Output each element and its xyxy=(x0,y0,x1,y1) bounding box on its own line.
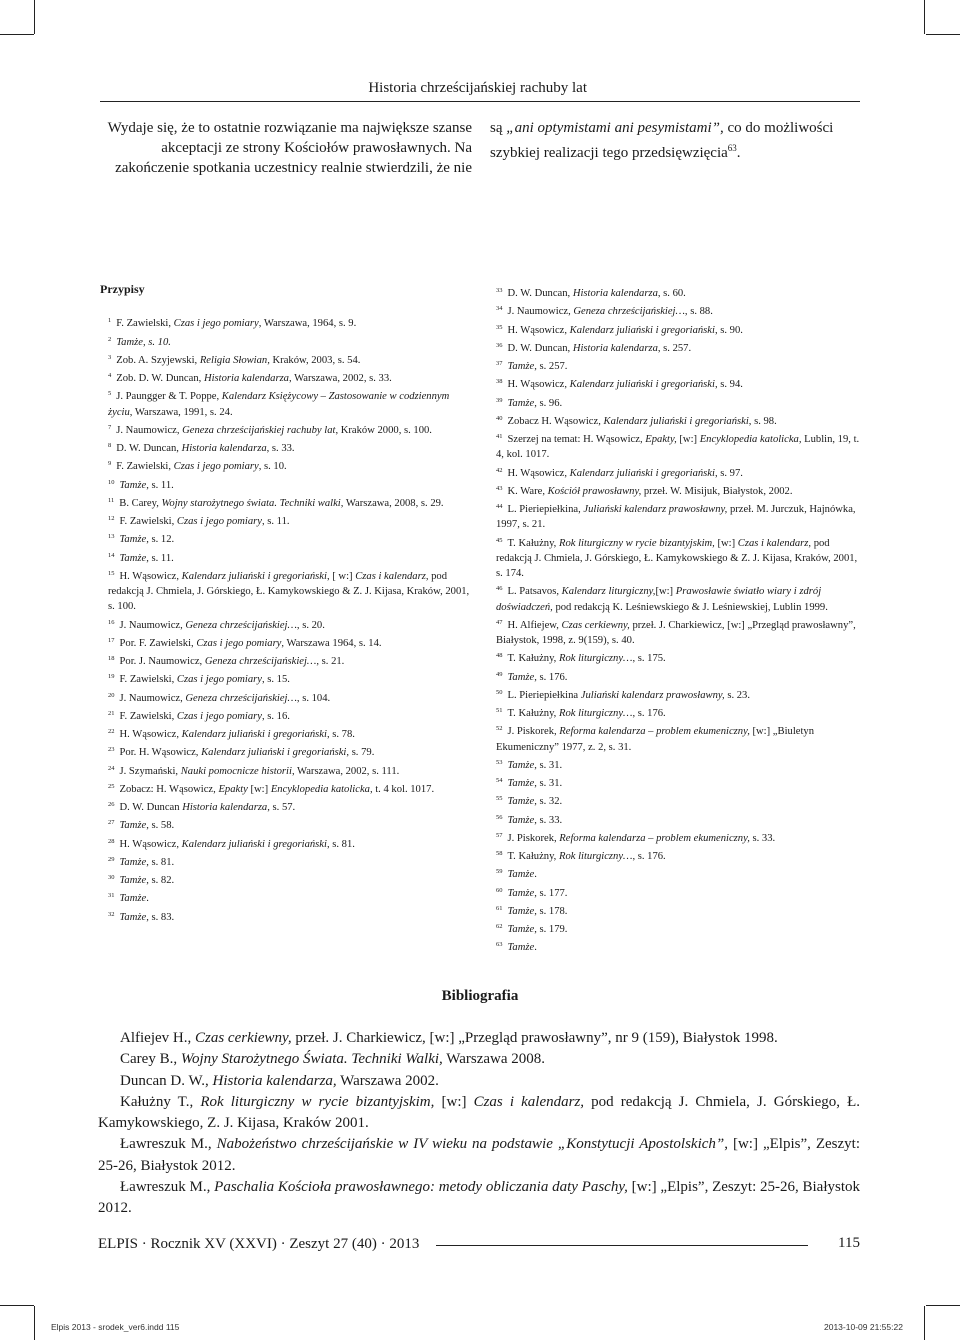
footnote-item xyxy=(100,566,472,615)
footnote-number: 60 xyxy=(496,886,503,894)
footnote-text: F. Zawielski, Czas i jego pomiary, s. 16. xyxy=(119,710,290,722)
bibliography-entry: Kałużny T., Rok liturgiczny w rycie bizantyjskim, [w:] Czas i kalendarz, pod redakcją J. Chmiela, J. Górskiego, Ł. Kamykowskiego, Z. J. Kijasa, Kraków 2001. xyxy=(98,1093,860,1132)
footnote-number: 48 xyxy=(496,652,503,660)
footnote-item xyxy=(488,828,860,846)
print-slug-file: Elpis 2013 - srodek_ver6.indd 115 xyxy=(51,1322,180,1332)
footnote-item xyxy=(488,411,860,429)
footnote-number: 51 xyxy=(496,707,503,714)
footnote-item xyxy=(100,888,472,906)
footnote-item xyxy=(100,779,472,797)
footnote-text: Tamże, s. 82. xyxy=(119,875,175,886)
footnote-text: L. Pieriepiełkina Juliański kalendarz prawosławny, s. 23. xyxy=(507,689,750,701)
footnote-number: 24 xyxy=(108,764,115,772)
footnote-number: 39 xyxy=(496,396,503,404)
footnote-number: 19 xyxy=(108,673,115,681)
footnote-item xyxy=(100,368,472,386)
footnote-text: H. Wąsowicz, Kalendarz juliański i gregoriański, s. 78. xyxy=(119,729,355,740)
footnote-item xyxy=(100,420,472,438)
footnote-item xyxy=(100,742,472,760)
footnote-item xyxy=(100,332,472,350)
footnote-text: F. Zawielski, Czas i jego pomiary, Warszawa, 1964, s. 9. xyxy=(116,318,357,330)
footnote-item xyxy=(488,703,860,721)
footnote-text: Tamże, s. 33. xyxy=(507,814,563,826)
footnotes-heading: Przypisy xyxy=(100,282,145,296)
footnote-text: Tamże, s. 31. xyxy=(507,778,563,789)
footnote-number: 4 xyxy=(108,372,112,379)
footnote-text: F. Zawielski, Czas i jego pomiary, s. 15. xyxy=(119,674,290,686)
footnote-text: T. Kałużny, Rok liturgiczny w rycie bizantyjskim, [w:] Czas i kalendarz, pod redakcją J. Chmiela, J. Górskiego, Ł. Kamykowskiego & Z. J. Kijasa, Kraków, 2001, s. 174. xyxy=(496,537,858,579)
bibliography-entry: Alfiejev H., Czas cerkiewny, przeł. J. Charkiewicz, [w:] „Przegląd prawosławny”, nr 9 (159), Białystok 1998. xyxy=(120,1030,778,1046)
footnote-text: J. Naumowicz, Geneza chrześcijańskiej…, s. 20. xyxy=(119,619,325,631)
footnote-text: Tamże. xyxy=(119,893,149,905)
footnote-text: Tamże, s. 178. xyxy=(507,905,568,917)
crop-mark-right-bottom xyxy=(926,1305,960,1306)
footnote-item xyxy=(100,511,472,529)
footnote-text: Tamże, s. 179. xyxy=(507,924,568,935)
bibliography-entry: Carey B., Wojny Starożytnego Świata. Techniki Walki, Warszawa 2008. xyxy=(120,1051,545,1068)
footnote-item xyxy=(100,870,472,888)
footnote-item xyxy=(488,374,860,392)
footnote-item xyxy=(488,393,860,411)
footnote-text: Por. J. Naumowicz, Geneza chrześcijańskiej…, s. 21. xyxy=(119,656,345,667)
footnote-text: Por. F. Zawielski, Czas i jego pomiary, Warszawa 1964, s. 14. xyxy=(119,637,382,649)
footnote-item xyxy=(100,456,472,474)
footnote-item xyxy=(100,706,472,724)
footnote-text: Tamże, s. 176. xyxy=(507,671,568,683)
footnote-item xyxy=(100,724,472,742)
footnote-item xyxy=(488,320,860,338)
footnote-text: Zob. A. Szyjewski, Religia Słowian, Kraków, 2003, s. 54. xyxy=(116,354,361,366)
footnote-item xyxy=(100,615,472,633)
footnote-item xyxy=(100,350,472,368)
footnotes-left-column xyxy=(100,282,472,925)
footnote-number: 56 xyxy=(496,813,503,821)
footnote-item xyxy=(100,475,472,493)
footnote-item xyxy=(100,548,472,566)
footnote-item xyxy=(100,688,472,706)
footnote-item xyxy=(488,883,860,901)
footnote-text: Tamże, s. 257. xyxy=(507,361,568,372)
footnote-number: 10 xyxy=(108,478,115,486)
footnote-text: T. Kałużny, Rok liturgiczny…, s. 176. xyxy=(507,851,666,862)
footnote-item xyxy=(488,864,860,882)
footnote-text: H. Wąsowicz, Kalendarz juliański i gregoriański, s. 97. xyxy=(507,467,743,479)
footnote-number: 20 xyxy=(108,691,115,699)
footnote-number: 33 xyxy=(496,287,503,294)
footnote-text: Tamże, s. 58. xyxy=(119,820,175,832)
footnote-number: 1 xyxy=(108,317,112,325)
footnote-text: L. Pieriepiełkina, Juliański kalendarz prawosławny, przeł. M. Jurczuk, Hajnówka, 1997, s. 21. xyxy=(496,504,856,531)
footnote-item xyxy=(488,301,860,319)
crop-mark-bottom-left xyxy=(34,1306,35,1340)
footnote-list-left xyxy=(100,313,472,925)
body-paragraph-left: Wydaje się, że to ostatnie rozwiązanie ma największe szanse akceptacji ze strony Kościołów prawosławnych. Na zakończenie spotkania uczestnicy realnie stwierdzili, że nie xyxy=(107,120,472,176)
footnote-text: H. Wąsowicz, Kalendarz juliański i gregoriański, [ w:] Czas i kalendarz, pod redakcją J. Chmiela, J. Górskiego, Ł. Kamykowskiego & Z. J. Kijasa, Kraków, 2001, s. 100. xyxy=(108,570,470,613)
footnote-item xyxy=(488,533,860,582)
crop-mark-bottom-right xyxy=(924,1306,925,1340)
footnote-text: J. Piskorek, Reforma kalendarza – problem ekumeniczny, s. 33. xyxy=(507,832,776,844)
footnote-number: 25 xyxy=(108,782,115,790)
footnote-item xyxy=(100,815,472,833)
footnote-item xyxy=(100,834,472,852)
footnote-number: 26 xyxy=(108,801,115,808)
footnote-item xyxy=(100,797,472,815)
footnote-text: J. Szymański, Nauki pomocnicze historii, Warszawa, 2002, s. 111. xyxy=(119,765,400,777)
footer-journal: ELPIS · Rocznik XV (XXVI) · Zeszyt 27 (40) · 2013 xyxy=(98,1236,420,1252)
running-head-title: Historia chrześcijańskiej rachuby lat xyxy=(368,80,587,96)
print-slug-date: 2013-10-09 21:55:22 xyxy=(824,1322,903,1332)
footnote-number: 35 xyxy=(496,323,503,331)
footnote-number: 46 xyxy=(496,585,503,593)
footnote-text: Por. H. Wąsowicz, Kalendarz juliański i gregoriański, s. 79. xyxy=(119,747,375,759)
footnote-number: 57 xyxy=(496,831,503,839)
footnote-item xyxy=(100,907,472,925)
footnote-number: 31 xyxy=(108,892,115,900)
footnote-item xyxy=(488,356,860,374)
footnote-item xyxy=(488,667,860,685)
footnote-item xyxy=(488,846,860,864)
bibliography-list xyxy=(98,1028,860,1220)
footnote-number: 9 xyxy=(108,460,112,468)
footnote-number: 29 xyxy=(108,855,115,863)
footnote-number: 36 xyxy=(496,341,503,349)
footnote-number: 34 xyxy=(496,305,503,313)
crop-mark-top-right xyxy=(924,0,925,34)
footnote-item xyxy=(100,493,472,511)
footnote-number: 38 xyxy=(496,378,503,386)
footnote-number: 30 xyxy=(108,874,115,881)
footnote-text: H. Alfiejew, Czas cerkiewny, przeł. J. Charkiewicz, [w:] „Przegląd prawosławny”, Białystok, 1998, z. 9(159), s. 40. xyxy=(496,619,856,646)
footnote-number: 42 xyxy=(496,466,503,474)
footnote-number: 7 xyxy=(108,423,112,431)
footnote-number: 49 xyxy=(496,670,503,678)
footnote-item xyxy=(488,755,860,773)
footnote-text: D. W. Duncan, Historia kalendarza, s. 60. xyxy=(507,288,686,299)
footnote-text: Tamże, s. 31. xyxy=(507,759,563,771)
footnote-item xyxy=(100,669,472,687)
footnote-number: 59 xyxy=(496,868,503,876)
footnote-text: Tamże, s. 12. xyxy=(119,534,175,546)
footnote-text: J. Naumowicz, Geneza chrześcijańskiej…, s. 104. xyxy=(119,692,331,704)
crop-mark-right-top xyxy=(926,34,960,35)
footnote-item xyxy=(488,685,860,703)
footnote-item xyxy=(488,937,860,955)
footnote-number: 15 xyxy=(108,569,115,577)
footnote-text: Zobacz: H. Wąsowicz, Epakty [w:] Encyklopedia katolicka, t. 4 kol. 1017. xyxy=(119,783,435,795)
footnote-item xyxy=(100,633,472,651)
footnote-number: 17 xyxy=(108,636,115,644)
footnote-text: T. Kałużny, Rok liturgiczny…, s. 175. xyxy=(507,653,666,665)
body-text-right xyxy=(490,118,860,163)
footnote-item xyxy=(488,615,860,649)
footnote-item xyxy=(488,901,860,919)
footnote-item xyxy=(488,791,860,809)
footnote-number: 52 xyxy=(496,725,503,733)
footnote-item xyxy=(488,463,860,481)
footnote-item xyxy=(488,481,860,499)
footnote-text: Zob. D. W. Duncan, Historia kalendarza, Warszawa, 2002, s. 33. xyxy=(116,373,392,384)
footnote-number: 22 xyxy=(108,728,115,735)
footnote-text: Tamże, s. 32. xyxy=(507,796,563,808)
footnotes-right-column xyxy=(488,283,860,956)
footnote-text: T. Kałużny, Rok liturgiczny…, s. 176. xyxy=(507,708,666,719)
bibliography-entry: Ławreszuk M., Nabożeństwo chrześcijańskie w IV wieku na podstawie „Konstytucji Apostolskich”, [w:] „Elpis”, Zeszyt: 25-26, Białystok 2012. xyxy=(98,1136,860,1174)
footnote-text: Tamże. xyxy=(507,869,537,881)
footnote-text: F. Zawielski, Czas i jego pomiary, s. 11. xyxy=(119,516,290,527)
footnote-number: 27 xyxy=(108,819,115,827)
footnote-item xyxy=(100,529,472,547)
footnote-item xyxy=(488,429,860,463)
body-paragraph-right: są „ani optymistami ani pesymistami”, co do możliwości szybkiej realizacji tego przedsięwzięcia$^{63}$. xyxy=(490,120,834,161)
footnote-item xyxy=(100,438,472,456)
footnote-number: 44 xyxy=(496,503,503,510)
footnote-text: Zobacz H. Wąsowicz, Kalendarz juliański i gregoriański, s. 98. xyxy=(507,415,777,427)
footnote-text: D. W. Duncan Historia kalendarza, s. 57. xyxy=(119,802,296,813)
footnote-text: H. Wąsowicz, Kalendarz juliański i gregoriański, s. 94. xyxy=(507,379,743,391)
footnote-text: B. Carey, Wojny starożytnego świata. Techniki walki, Warszawa, 2008, s. 29. xyxy=(119,497,444,509)
footnote-number: 58 xyxy=(496,850,503,857)
footnote-number: 23 xyxy=(108,746,115,754)
footnote-text: H. Wąsowicz, Kalendarz juliański i gregoriański, s. 81. xyxy=(119,838,355,850)
footnote-text: J. Piskorek, Reforma kalendarza – problem ekumeniczny, [w:] „Biuletyn Ekumeniczny” 1977, z. 2, s. 31. xyxy=(496,726,814,753)
bibliography-entry: Duncan D. W., Historia kalendarza, Warszawa 2002. xyxy=(120,1072,439,1089)
footnote-text: Tamże, s. 11. xyxy=(119,479,174,491)
footnote-number: 55 xyxy=(496,795,503,803)
footnote-number: 40 xyxy=(496,414,503,422)
footnote-item xyxy=(488,810,860,828)
footnote-text: D. W. Duncan, Historia kalendarza, s. 33. xyxy=(116,443,295,454)
footnote-text: Tamże, s. 81. xyxy=(119,856,175,868)
footnote-number: 5 xyxy=(108,390,112,398)
footnote-text: H. Wąsowicz, Kalendarz juliański i gregoriański, s. 90. xyxy=(507,324,743,336)
footnote-item xyxy=(488,499,860,533)
footnote-text: Tamże, s. 96. xyxy=(507,397,563,409)
footnote-number: 47 xyxy=(496,618,503,626)
footnote-number: 8 xyxy=(108,442,112,449)
footnote-item xyxy=(488,773,860,791)
crop-mark-left-top xyxy=(0,34,34,35)
footnote-item xyxy=(100,313,472,331)
footnote-number: 13 xyxy=(108,533,115,541)
footnote-text: Tamże, s. 11. xyxy=(119,552,174,564)
footnote-item xyxy=(488,283,860,301)
bibliography-title: Bibliografia xyxy=(441,988,519,1004)
footnote-number: 21 xyxy=(108,709,115,717)
running-head xyxy=(100,80,860,102)
footnote-number: 62 xyxy=(496,923,503,930)
footnote-number: 18 xyxy=(108,655,115,662)
footnote-text: Tamże, s. 177. xyxy=(507,887,568,899)
footnote-item xyxy=(100,852,472,870)
footnote-text: J. Paungger & T. Poppe, Kalendarz Księżycowy – Zastosowanie w codziennym życiu, Warszawa, 1991, s. 24. xyxy=(108,391,450,418)
footnote-item xyxy=(100,761,472,779)
crop-mark-top-left xyxy=(34,0,35,34)
footnote-text: J. Naumowicz, Geneza chrześcijańskiej rachuby lat, Kraków 2000, s. 100. xyxy=(116,424,432,436)
footnote-number: 41 xyxy=(496,433,503,440)
footnote-number: 3 xyxy=(108,353,112,361)
footnote-text: K. Ware, Kościół prawosławny, przeł. W. Misijuk, Białystok, 2002. xyxy=(507,485,793,497)
footnote-number: 32 xyxy=(108,910,115,918)
footnote-text: Tamże, s. 10. xyxy=(116,336,171,348)
footnote-number: 11 xyxy=(108,496,115,504)
footnote-number: 28 xyxy=(108,837,115,845)
footnote-number: 2 xyxy=(108,335,112,343)
footnote-item xyxy=(488,338,860,356)
page-number: 115 xyxy=(838,1235,860,1251)
footnote-item xyxy=(100,386,472,420)
footnote-number: 12 xyxy=(108,515,115,522)
footnote-text: Tamże. xyxy=(507,942,537,954)
footnote-number: 61 xyxy=(496,904,503,912)
footnote-item xyxy=(488,919,860,937)
footnote-number: 14 xyxy=(108,551,115,559)
footnote-number: 54 xyxy=(496,777,503,784)
footnote-text: Szerzej na temat: H. Wąsowicz, Epakty, [w:] Encyklopedia katolicka, Lublin, 19, t. 4, kol. 1017. xyxy=(496,434,860,461)
footnote-number: 63 xyxy=(496,941,503,949)
footnote-item xyxy=(488,581,860,615)
footnote-number: 50 xyxy=(496,688,503,696)
footnote-number: 37 xyxy=(496,360,503,367)
footer-rule xyxy=(436,1245,808,1246)
footnote-text: L. Patsavos, Kalendarz liturgiczny,[w:] Prawosławie światło wiary i zdrój doświadczeń, pod redakcją K. Leśniewskiego & J. Leśniewskiej, Lublin 1999. xyxy=(496,586,828,613)
footnote-list-right xyxy=(488,283,860,956)
footnote-text: J. Naumowicz, Geneza chrześcijańskiej…, s. 88. xyxy=(507,306,713,318)
footnote-item xyxy=(488,648,860,666)
footnote-text: Tamże, s. 83. xyxy=(119,911,175,923)
bibliography-entry: Ławreszuk M., Paschalia Kościoła prawosławnego: metody obliczania daty Paschy, [w:] „Elpis”, Zeszyt: 25-26, Białystok 2012. xyxy=(98,1179,860,1217)
footnote-item xyxy=(488,721,860,755)
footnote-number: 53 xyxy=(496,758,503,766)
footnote-number: 16 xyxy=(108,618,115,626)
footnote-item xyxy=(100,651,472,669)
footnote-text: F. Zawielski, Czas i jego pomiary, s. 10. xyxy=(116,461,287,473)
crop-mark-left-bottom xyxy=(0,1305,34,1306)
body-text-left xyxy=(100,118,472,178)
footnote-number: 43 xyxy=(496,484,503,492)
footnote-text: D. W. Duncan, Historia kalendarza, s. 257. xyxy=(507,342,692,354)
footnote-number: 45 xyxy=(496,536,503,544)
